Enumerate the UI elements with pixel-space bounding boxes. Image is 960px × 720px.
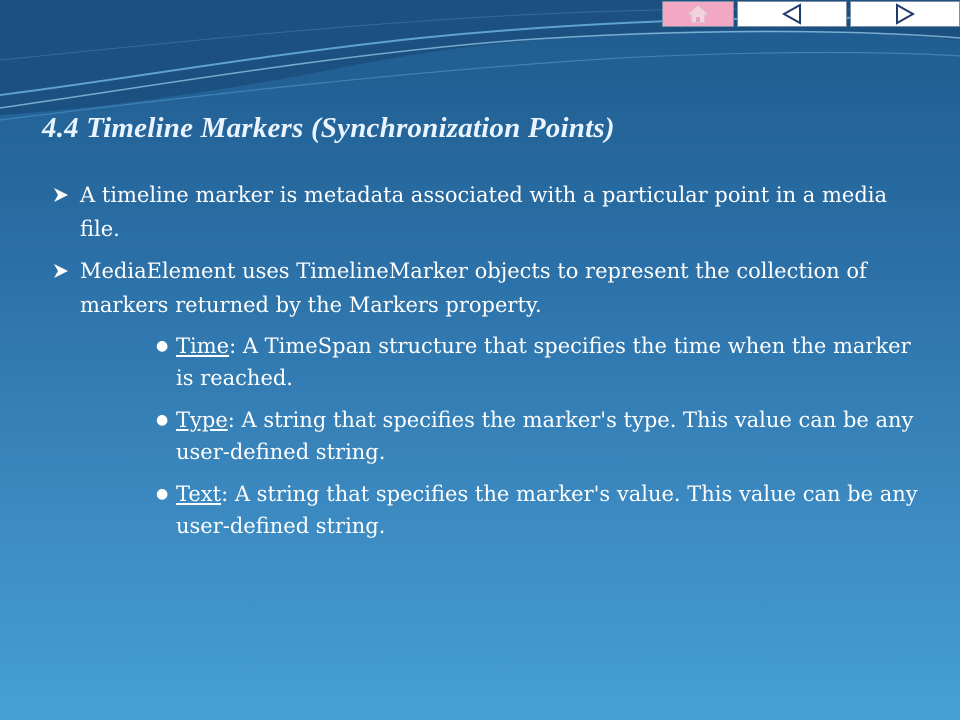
dot-bullet-icon: ●	[156, 412, 169, 428]
term-time: Time	[176, 334, 230, 358]
navigation-bar	[662, 1, 960, 27]
right-triangle-icon	[893, 3, 917, 25]
arrow-bullet-icon	[52, 178, 74, 203]
dot-bullet-icon: ●	[156, 486, 169, 502]
term-type: Type	[176, 408, 228, 432]
bullet-text: A timeline marker is metadata associated with a particular point in a media file.	[80, 183, 887, 241]
sub-bullet-text: : A TimeSpan structure that specifies the time when the marker is reached.	[176, 334, 911, 390]
home-icon	[686, 4, 710, 24]
next-button[interactable]	[850, 1, 960, 27]
home-button[interactable]	[662, 1, 734, 27]
bullet-item	[52, 178, 932, 246]
sub-bullet-item	[152, 404, 932, 468]
bullet-text: MediaElement uses TimelineMarker objects to represent the collection of markers returned by the Markers property.	[80, 259, 867, 317]
sub-bullet-item	[152, 478, 932, 542]
arrow-bullet-icon	[52, 254, 74, 279]
previous-button[interactable]	[737, 1, 847, 27]
left-triangle-icon	[780, 3, 804, 25]
sub-bullet-item	[152, 330, 932, 394]
slide-content	[52, 178, 932, 552]
sub-bullet-list	[152, 330, 932, 542]
dot-bullet-icon: ●	[156, 338, 169, 354]
sub-bullet-text: : A string that specifies the marker's type. This value can be any user-defined string.	[176, 408, 914, 464]
term-text: Text	[176, 482, 222, 506]
slide-title: 4.4 Timeline Markers (Synchronization Points)	[42, 112, 615, 144]
sub-bullet-text: : A string that specifies the marker's value. This value can be any user-defined string.	[176, 482, 918, 538]
bullet-item	[52, 254, 932, 322]
